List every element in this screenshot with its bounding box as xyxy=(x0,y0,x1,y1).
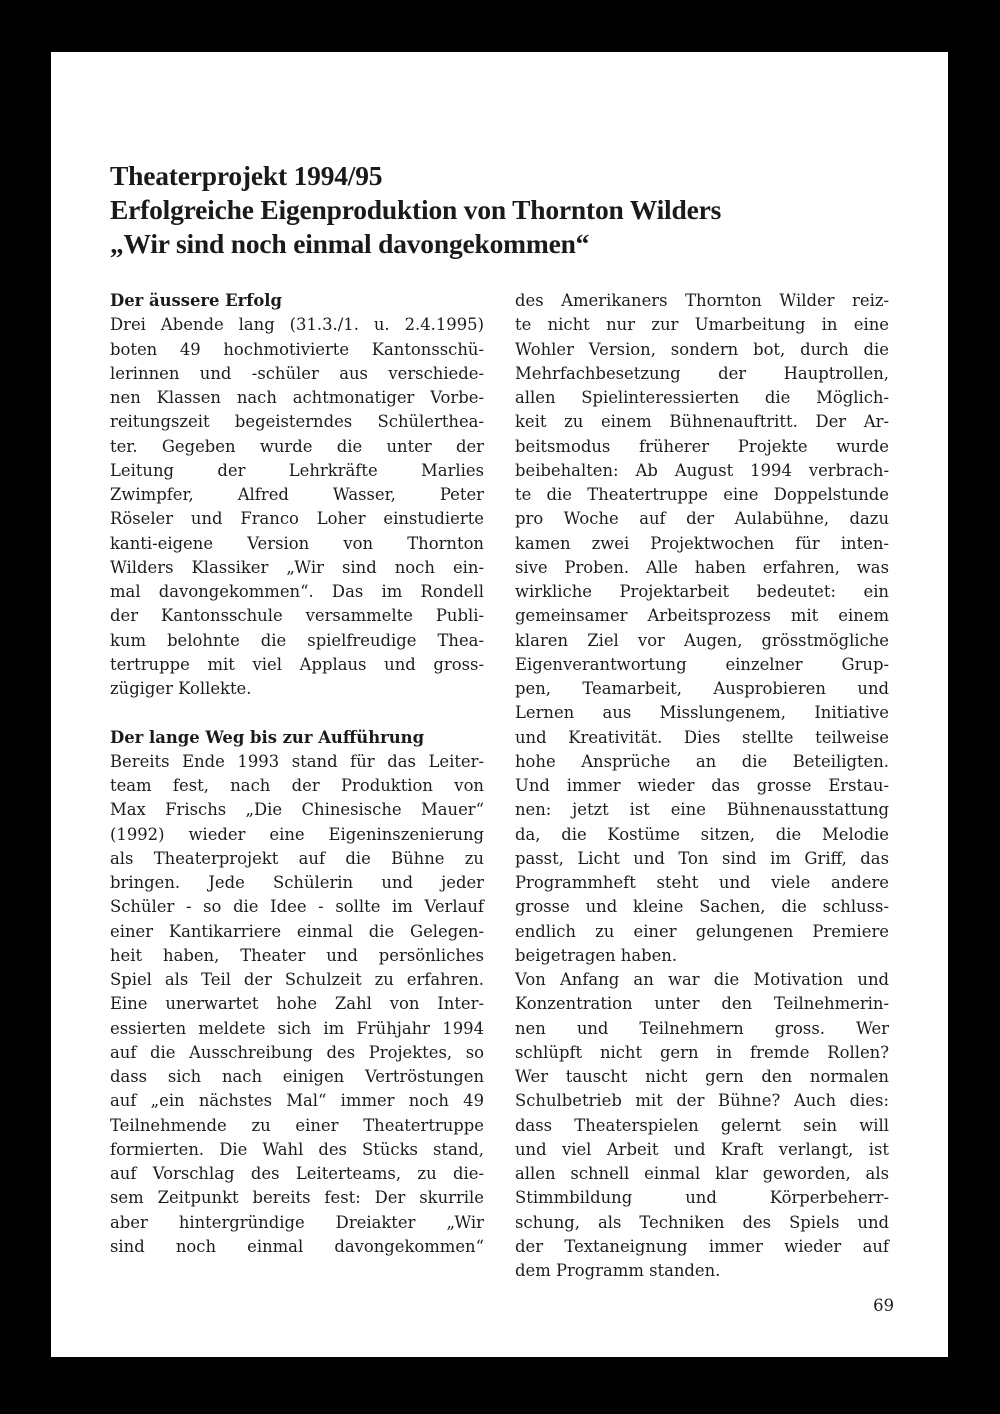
text-line: dem Programm standen. xyxy=(515,1261,721,1280)
text-line: beigetragen haben. xyxy=(515,945,678,965)
text-line: des Amerikaners Thornton Wilder reiz- xyxy=(515,291,889,310)
text-line: Teilnehmende zu einer Theatertruppe xyxy=(110,1115,484,1135)
text-line: pro Woche auf der Aulabühne, dazu xyxy=(515,509,889,529)
document-page xyxy=(51,52,948,1357)
text-line: dass Theaterspielen gelernt sein will xyxy=(515,1115,889,1135)
text-line: nen Klassen nach achtmonatiger Vorbe- xyxy=(110,388,484,407)
text-line: Max Frischs „Die Chinesische Mauer“ xyxy=(110,800,484,820)
text-line: Schulbetrieb mit der Bühne? Auch dies: xyxy=(515,1091,889,1111)
text-line: Leitung der Lehrkräfte Marlies xyxy=(110,460,484,480)
text-line: Stimmbildung und Körperbeherr- xyxy=(515,1188,889,1208)
text-line: (1992) wieder eine Eigeninszenierung xyxy=(110,824,484,844)
text-line: und Kreativität. Dies stellte teilweise xyxy=(515,727,889,747)
text-line: boten 49 hochmotivierte Kantonsschü- xyxy=(110,339,484,359)
text-line: gemeinsamer Arbeitsprozess mit einem xyxy=(515,606,889,626)
text-line: da, die Kostüme sitzen, die Melodie xyxy=(515,824,889,844)
text-line: schlüpft nicht gern in fremde Rollen? xyxy=(515,1042,889,1062)
text-line: allen schnell einmal klar geworden, als xyxy=(515,1164,889,1183)
section-heading-external-success: Der äussere Erfolg xyxy=(110,291,282,310)
text-line: lerinnen und -schüler aus verschiede- xyxy=(110,363,484,383)
title-line-3: „Wir sind noch einmal davongekommen“ xyxy=(110,228,590,259)
text-line: reitungszeit begeisterndes Schülerthea- xyxy=(110,412,484,432)
text-line: der Kantonsschule versammelte Publi- xyxy=(110,606,484,626)
text-line: Wohler Version, sondern bot, durch die xyxy=(515,339,889,359)
text-line: Eine unerwartet hohe Zahl von Inter- xyxy=(110,994,484,1014)
text-line: keit zu einem Bühnenauftritt. Der Ar- xyxy=(515,412,889,432)
text-line: Wilders Klassiker „Wir sind noch ein- xyxy=(110,557,484,577)
section-body-long-way xyxy=(110,750,484,1259)
text-line: aber hintergründige Dreiakter „Wir xyxy=(110,1212,484,1232)
text-line: als Theaterprojekt auf die Bühne zu xyxy=(110,848,484,868)
text-line: einer Kantikarriere einmal die Gelegen- xyxy=(110,921,484,941)
text-line: beitsmodus früherer Projekte wurde xyxy=(515,436,889,456)
text-line: Konzentration unter den Teilnehmerin- xyxy=(515,994,889,1014)
text-line: Eigenverantwortung einzelner Grup- xyxy=(515,654,889,674)
text-line: nen: jetzt ist eine Bühnenausstattung xyxy=(515,800,889,820)
text-line: schung, als Techniken des Spiels und xyxy=(515,1212,889,1232)
text-line: und viel Arbeit und Kraft verlangt, ist xyxy=(515,1139,889,1159)
text-line: kanti-eigene Version von Thornton xyxy=(110,533,484,553)
text-line: auf „ein nächstes Mal“ immer noch 49 xyxy=(110,1091,484,1111)
text-line: wirkliche Projektarbeit bedeutet: ein xyxy=(515,582,889,601)
text-line: nen und Teilnehmern gross. Wer xyxy=(515,1018,889,1038)
text-line: kamen zwei Projektwochen für inten- xyxy=(515,533,889,553)
text-line: zügiger Kollekte. xyxy=(110,679,252,698)
title-line-1: Theaterprojekt 1994/95 xyxy=(110,160,383,191)
text-line: Zwimpfer, Alfred Wasser, Peter xyxy=(110,485,484,504)
text-line: team fest, nach der Produktion von xyxy=(110,776,484,795)
text-line: Drei Abende lang (31.3./1. u. 2.4.1995) xyxy=(110,315,484,335)
text-line: te nicht nur zur Umarbeitung in eine xyxy=(515,315,889,335)
text-line: bringen. Jede Schülerin und jeder xyxy=(110,873,484,892)
section-body-external-success xyxy=(110,313,484,701)
left-column xyxy=(110,289,484,1259)
text-line: pen, Teamarbeit, Ausprobieren und xyxy=(515,679,889,698)
text-line: sind noch einmal davongekommen“ xyxy=(110,1236,484,1256)
text-line: mal davongekommen“. Das im Rondell xyxy=(110,582,484,601)
text-line: klaren Ziel vor Augen, grösstmögliche xyxy=(515,630,889,650)
text-line: Mehrfachbesetzung der Hauptrollen, xyxy=(515,363,889,383)
text-line: allen Spielinteressierten die Möglich- xyxy=(515,388,889,407)
text-line: Röseler und Franco Loher einstudierte xyxy=(110,509,484,529)
text-line: grosse und kleine Sachen, die schluss- xyxy=(515,897,889,917)
text-line: auf die Ausschreibung des Projektes, so xyxy=(110,1042,484,1062)
text-line: Schüler - so die Idee - sollte im Verlauf xyxy=(110,897,484,917)
text-line: tertruppe mit viel Applaus und gross- xyxy=(110,654,484,674)
text-line: sive Proben. Alle haben erfahren, was xyxy=(515,557,889,577)
text-line: beibehalten: Ab August 1994 verbrach- xyxy=(515,460,889,480)
text-line: auf Vorschlag des Leiterteams, zu die- xyxy=(110,1164,484,1183)
text-line: Und immer wieder das grosse Erstau- xyxy=(515,776,889,795)
text-line: formierten. Die Wahl des Stücks stand, xyxy=(110,1139,484,1159)
text-line: ter. Gegeben wurde die unter der xyxy=(110,436,484,456)
text-line: te die Theatertruppe eine Doppelstunde xyxy=(515,485,889,504)
text-line: Lernen aus Misslungenem, Initiative xyxy=(515,703,889,723)
section-gap xyxy=(110,701,484,725)
right-column xyxy=(515,289,889,1283)
page-number: 69 xyxy=(873,1296,894,1315)
text-line: dass sich nach einigen Vertröstungen xyxy=(110,1067,484,1086)
text-line: Von Anfang an war die Motivation und xyxy=(515,970,889,989)
text-line: der Textaneignung immer wieder auf xyxy=(515,1236,889,1256)
text-line: Wer tauscht nicht gern den normalen xyxy=(515,1067,889,1086)
text-line: passt, Licht und Ton sind im Griff, das xyxy=(515,848,889,868)
text-line: heit haben, Theater und persönliches xyxy=(110,945,484,965)
text-line: essierten meldete sich im Frühjahr 1994 xyxy=(110,1018,484,1038)
text-line: Programmheft steht und viele andere xyxy=(515,873,889,892)
article-title xyxy=(110,159,870,261)
text-line: hohe Ansprüche an die Beteiligten. xyxy=(515,751,889,771)
text-line: Spiel als Teil der Schulzeit zu erfahren. xyxy=(110,970,484,989)
text-line: Bereits Ende 1993 stand für das Leiter- xyxy=(110,751,484,771)
text-line: sem Zeitpunkt bereits fest: Der skurrile xyxy=(110,1188,484,1208)
text-line: kum belohnte die spielfreudige Thea- xyxy=(110,630,484,650)
section-heading-long-way: Der lange Weg bis zur Aufführung xyxy=(110,727,425,747)
text-line: endlich zu einer gelungenen Premiere xyxy=(515,921,889,941)
title-line-2: Erfolgreiche Eigenproduktion von Thornton Wilders xyxy=(110,194,722,225)
right-column-body xyxy=(515,289,889,1283)
